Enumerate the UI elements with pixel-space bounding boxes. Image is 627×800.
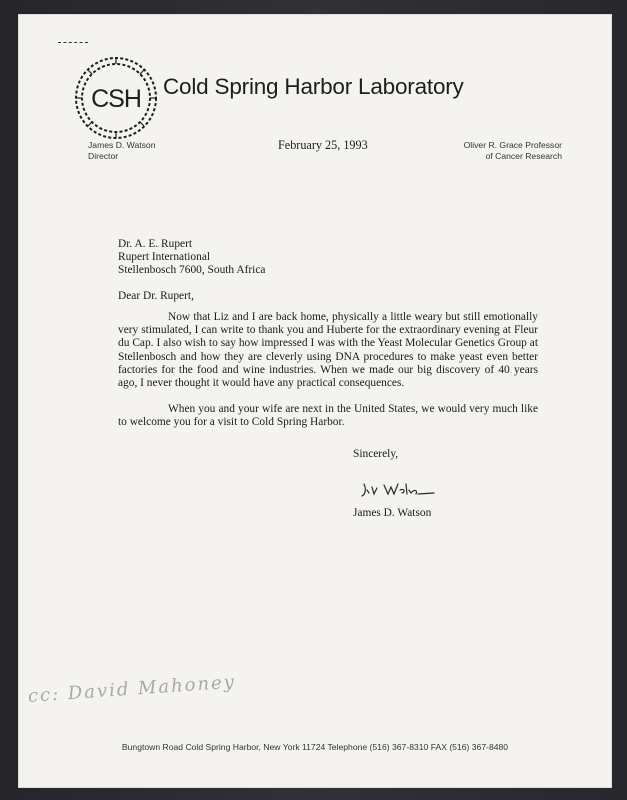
salutation: Dear Dr. Rupert, [118, 290, 194, 302]
sender-block [88, 140, 156, 162]
body-paragraph-2: When you and your wife are next in the United States, we would very much like to welcome you for a visit to Cold Spring Harbor. [118, 403, 538, 429]
sender-name: James D. Watson [88, 140, 156, 150]
csh-logo-icon [68, 52, 164, 144]
signer-name: James D. Watson [353, 507, 432, 519]
closing: Sincerely, [353, 448, 399, 460]
letter-page [18, 14, 612, 788]
recipient-city: Stellenbosch 7600, South Africa [118, 264, 266, 277]
signature [358, 478, 438, 500]
professorship-block [464, 140, 562, 162]
professorship-line-1: Oliver R. Grace Professor [463, 140, 562, 150]
sender-title: Director [88, 151, 119, 161]
logo-text: CSH [91, 85, 141, 113]
letter-date: February 25, 1993 [278, 138, 368, 152]
recipient-company: Rupert International [118, 251, 211, 264]
recipient-name: Dr. A. E. Rupert [118, 238, 193, 250]
professorship-line-2: of Cancer Research [485, 151, 562, 161]
recipient-address [118, 238, 265, 278]
body-paragraph-1: Now that Liz and I are back home, physically a little weary but still emotionally very stimulated, I can write to thank you and Huberte for the extraordinary evening at Fleur du Cap. I also wish to say how impressed I was with the Yeast Molecular Genetics Group at Stellenbosch and how they are cleverly using DNA procedures to make yeast even better factories for the food and wine industries. When we made our big discovery of 40 years ago, I never thought it would have any practical consequences. [118, 311, 538, 390]
handwritten-cc-note: cc: David Mahoney [27, 671, 237, 707]
pen-mark [58, 42, 88, 44]
footer-address: Bungtown Road Cold Spring Harbor, New York 11724 Telephone (516) 367-8310 FAX (516) 367-8480 [121, 742, 509, 752]
org-name: Cold Spring Harbor Laboratory [163, 74, 464, 99]
